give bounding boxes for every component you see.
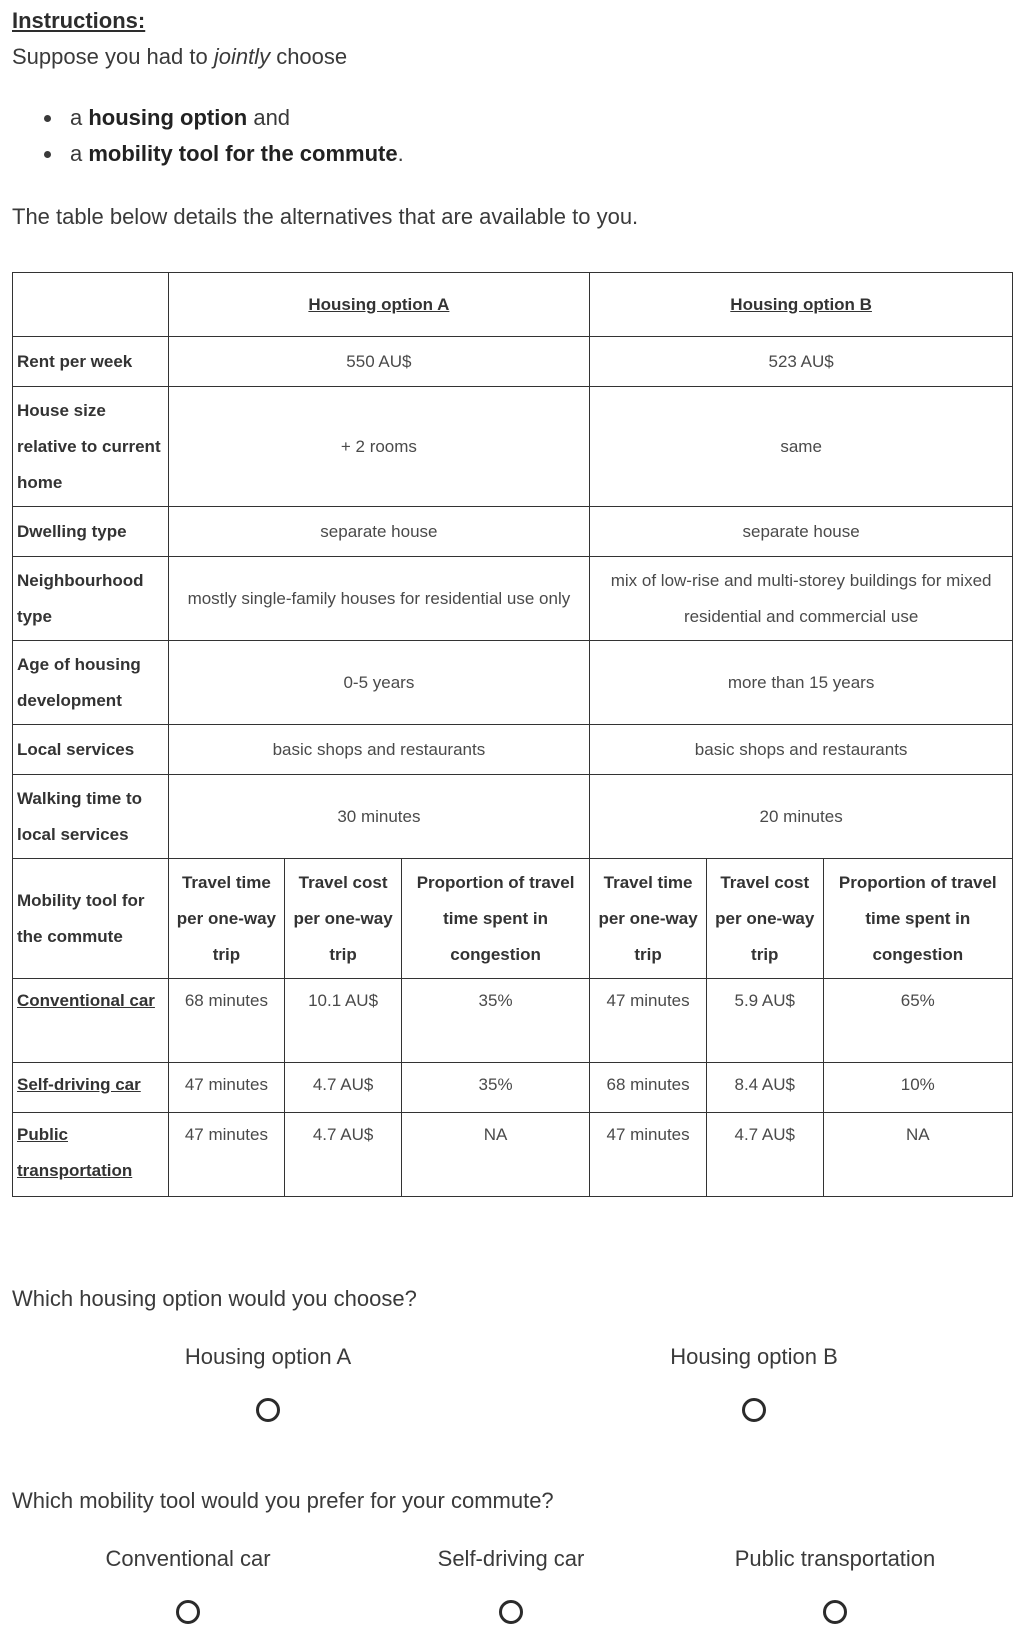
cell-option-a: 0-5 years: [168, 641, 590, 725]
row-label: Walking time to local services: [13, 775, 169, 859]
bullet-mobility: [64, 136, 404, 172]
intro-before: Suppose you had to: [12, 44, 214, 69]
a-congestion: NA: [401, 1113, 589, 1197]
mode-row-self-driving-car: [13, 1063, 1013, 1113]
housing-option-b-radio[interactable]: [742, 1398, 766, 1422]
row-label: House size relative to current home: [13, 387, 169, 507]
alternatives-table: [12, 272, 1013, 1197]
cell-option-a: 550 AU$: [168, 337, 590, 387]
empty-header-cell: [13, 273, 169, 337]
intro-emphasis: jointly: [213, 44, 271, 69]
mode-label: Conventional car: [13, 979, 169, 1063]
cell-option-b: 20 minutes: [590, 775, 1013, 859]
cell-option-b: mix of low-rise and multi-storey buildings for mixed residential and commercial use: [590, 557, 1013, 641]
header-housing-option-b: Housing option B: [590, 273, 1013, 337]
mobility-tool-label: Mobility tool for the commute: [13, 859, 169, 979]
a-congestion: 35%: [401, 979, 589, 1063]
intro-text: [12, 44, 347, 70]
b-travel-time: 68 minutes: [590, 1063, 707, 1113]
b-travel-cost: 8.4 AU$: [706, 1063, 823, 1113]
a-congestion: 35%: [401, 1063, 589, 1113]
instructions-heading: Instructions:: [12, 8, 146, 33]
cell-option-b: basic shops and restaurants: [590, 725, 1013, 775]
table-row: [13, 387, 1013, 507]
subhead-congestion-a: Proportion of travel time spent in congestion: [401, 859, 589, 979]
housing-question: Which housing option would you choose?: [12, 1286, 417, 1311]
conventional-car-radio[interactable]: [176, 1600, 200, 1624]
public-transportation-radio[interactable]: [823, 1600, 847, 1624]
bullet-bold: mobility tool for the commute: [88, 141, 398, 166]
header-housing-option-a: Housing option A: [168, 273, 590, 337]
subhead-congestion-b: Proportion of travel time spent in congestion: [823, 859, 1012, 979]
cell-option-a: mostly single-family houses for residential use only: [168, 557, 590, 641]
table-row: [13, 507, 1013, 557]
bullet-prefix: a: [70, 141, 89, 166]
public-transportation-label: Public transportation: [734, 1546, 936, 1571]
table-header-row: [13, 273, 1013, 337]
subhead-travel-time-a: Travel time per one-way trip: [168, 859, 285, 979]
a-travel-cost: 4.7 AU$: [285, 1113, 402, 1197]
b-congestion: 65%: [823, 979, 1012, 1063]
cell-option-a: + 2 rooms: [168, 387, 590, 507]
b-congestion: NA: [823, 1113, 1012, 1197]
a-travel-time: 47 minutes: [168, 1113, 285, 1197]
b-travel-cost: 4.7 AU$: [706, 1113, 823, 1197]
cell-option-b: more than 15 years: [590, 641, 1013, 725]
table-intro: The table below details the alternatives that are available to you.: [12, 204, 639, 229]
intro-after: choose: [270, 44, 348, 69]
bullet-bold: housing option: [88, 105, 248, 130]
b-travel-time: 47 minutes: [590, 979, 707, 1063]
table-row: [13, 725, 1013, 775]
row-label: Neighbourhood type: [13, 557, 169, 641]
row-label: Age of housing development: [13, 641, 169, 725]
bullet-suffix: .: [397, 141, 404, 166]
row-label: Local services: [13, 725, 169, 775]
mode-label: Public transportation: [13, 1113, 169, 1197]
table-row: [13, 557, 1013, 641]
row-label: Dwelling type: [13, 507, 169, 557]
subhead-travel-time-b: Travel time per one-way trip: [590, 859, 707, 979]
table-row: [13, 337, 1013, 387]
a-travel-cost: 10.1 AU$: [285, 979, 402, 1063]
choice-bullets: [40, 100, 404, 172]
cell-option-a: 30 minutes: [168, 775, 590, 859]
cell-option-b: separate house: [590, 507, 1013, 557]
housing-option-a-radio[interactable]: [256, 1398, 280, 1422]
housing-option-a-label: Housing option A: [184, 1344, 352, 1369]
mode-label: Self-driving car: [13, 1063, 169, 1113]
row-label: Rent per week: [13, 337, 169, 387]
a-travel-time: 47 minutes: [168, 1063, 285, 1113]
cell-option-b: same: [590, 387, 1013, 507]
conventional-car-label: Conventional car: [105, 1546, 271, 1571]
mode-row-public-transportation: [13, 1113, 1013, 1197]
table-row: [13, 641, 1013, 725]
mobility-subheader-row: [13, 859, 1013, 979]
a-travel-cost: 4.7 AU$: [285, 1063, 402, 1113]
subhead-travel-cost-b: Travel cost per one-way trip: [706, 859, 823, 979]
self-driving-car-label: Self-driving car: [437, 1546, 585, 1571]
self-driving-car-radio[interactable]: [499, 1600, 523, 1624]
table-row: [13, 775, 1013, 859]
mode-row-conventional-car: [13, 979, 1013, 1063]
cell-option-a: separate house: [168, 507, 590, 557]
a-travel-time: 68 minutes: [168, 979, 285, 1063]
bullet-prefix: a: [70, 105, 89, 130]
b-travel-cost: 5.9 AU$: [706, 979, 823, 1063]
b-travel-time: 47 minutes: [590, 1113, 707, 1197]
housing-option-b-label: Housing option B: [670, 1344, 838, 1369]
bullet-suffix: and: [247, 105, 291, 130]
b-congestion: 10%: [823, 1063, 1012, 1113]
cell-option-b: 523 AU$: [590, 337, 1013, 387]
subhead-travel-cost-a: Travel cost per one-way trip: [285, 859, 402, 979]
cell-option-a: basic shops and restaurants: [168, 725, 590, 775]
bullet-housing: [64, 100, 404, 136]
mobility-question: Which mobility tool would you prefer for your commute?: [12, 1488, 554, 1513]
